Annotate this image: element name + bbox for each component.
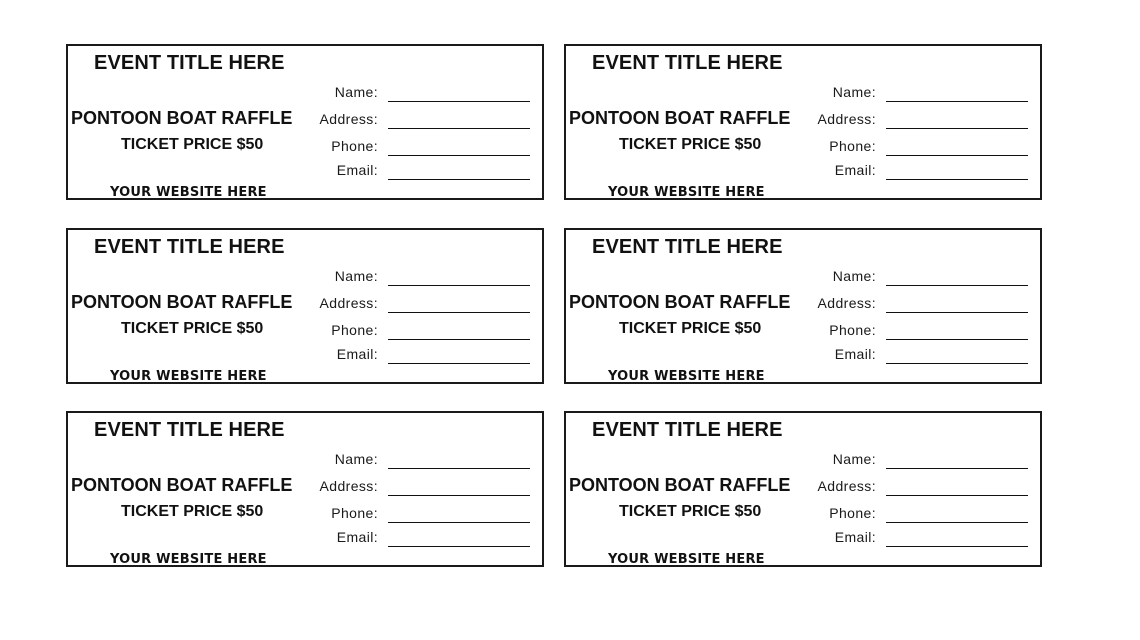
name-line [886,452,1028,469]
name-line [388,269,530,286]
phone-label: Phone: [829,505,876,521]
raffle-name: PONTOON BOAT RAFFLE [71,108,293,128]
phone-label: Phone: [331,138,378,154]
email-line [388,530,530,547]
address-label: Address: [319,295,378,311]
phone-line [388,506,530,523]
event-title: EVENT TITLE HERE [592,419,783,441]
email-line [886,163,1028,180]
address-label: Address: [817,295,876,311]
raffle-name: PONTOON BOAT RAFFLE [71,292,293,312]
name-label: Name: [832,451,876,467]
address-label: Address: [817,478,876,494]
email-line [886,530,1028,547]
raffle-ticket [66,44,544,200]
phone-line [388,323,530,340]
event-title: EVENT TITLE HERE [94,52,285,74]
ticket-price: TICKET PRICE $50 [121,320,264,337]
email-label: Email: [834,346,876,362]
phone-line [388,139,530,156]
ticket-price: TICKET PRICE $50 [619,503,762,520]
email-label: Email: [336,346,378,362]
phone-line [886,323,1028,340]
website-text: YOUR WEBSITE HERE [110,185,267,200]
raffle-ticket [564,228,1042,384]
raffle-name: PONTOON BOAT RAFFLE [569,108,791,128]
name-line [388,452,530,469]
event-title: EVENT TITLE HERE [592,236,783,258]
raffle-ticket [564,411,1042,567]
address-line [388,112,530,129]
phone-label: Phone: [331,322,378,338]
event-title: EVENT TITLE HERE [592,52,783,74]
name-label: Name: [334,451,378,467]
phone-line [886,139,1028,156]
event-title: EVENT TITLE HERE [94,419,285,441]
website-text: YOUR WEBSITE HERE [608,185,765,200]
address-label: Address: [319,478,378,494]
address-line [886,112,1028,129]
name-line [886,85,1028,102]
ticket-price: TICKET PRICE $50 [121,503,264,520]
address-line [388,479,530,496]
name-label: Name: [334,84,378,100]
name-label: Name: [334,268,378,284]
name-line [886,269,1028,286]
ticket-price: TICKET PRICE $50 [121,136,264,153]
email-line [886,347,1028,364]
event-title: EVENT TITLE HERE [94,236,285,258]
raffle-ticket [564,44,1042,200]
name-label: Name: [832,84,876,100]
name-label: Name: [832,268,876,284]
address-line [886,479,1028,496]
email-label: Email: [834,529,876,545]
name-line [388,85,530,102]
phone-label: Phone: [331,505,378,521]
email-line [388,163,530,180]
ticket-price: TICKET PRICE $50 [619,136,762,153]
website-text: YOUR WEBSITE HERE [608,552,765,567]
ticket-price: TICKET PRICE $50 [619,320,762,337]
raffle-ticket [66,411,544,567]
website-text: YOUR WEBSITE HERE [608,369,765,384]
address-label: Address: [319,111,378,127]
email-label: Email: [336,162,378,178]
phone-label: Phone: [829,322,876,338]
raffle-name: PONTOON BOAT RAFFLE [569,292,791,312]
phone-label: Phone: [829,138,876,154]
website-text: YOUR WEBSITE HERE [110,369,267,384]
address-line [388,296,530,313]
raffle-name: PONTOON BOAT RAFFLE [569,475,791,495]
website-text: YOUR WEBSITE HERE [110,552,267,567]
raffle-name: PONTOON BOAT RAFFLE [71,475,293,495]
email-line [388,347,530,364]
raffle-ticket [66,228,544,384]
address-line [886,296,1028,313]
phone-line [886,506,1028,523]
email-label: Email: [834,162,876,178]
address-label: Address: [817,111,876,127]
email-label: Email: [336,529,378,545]
